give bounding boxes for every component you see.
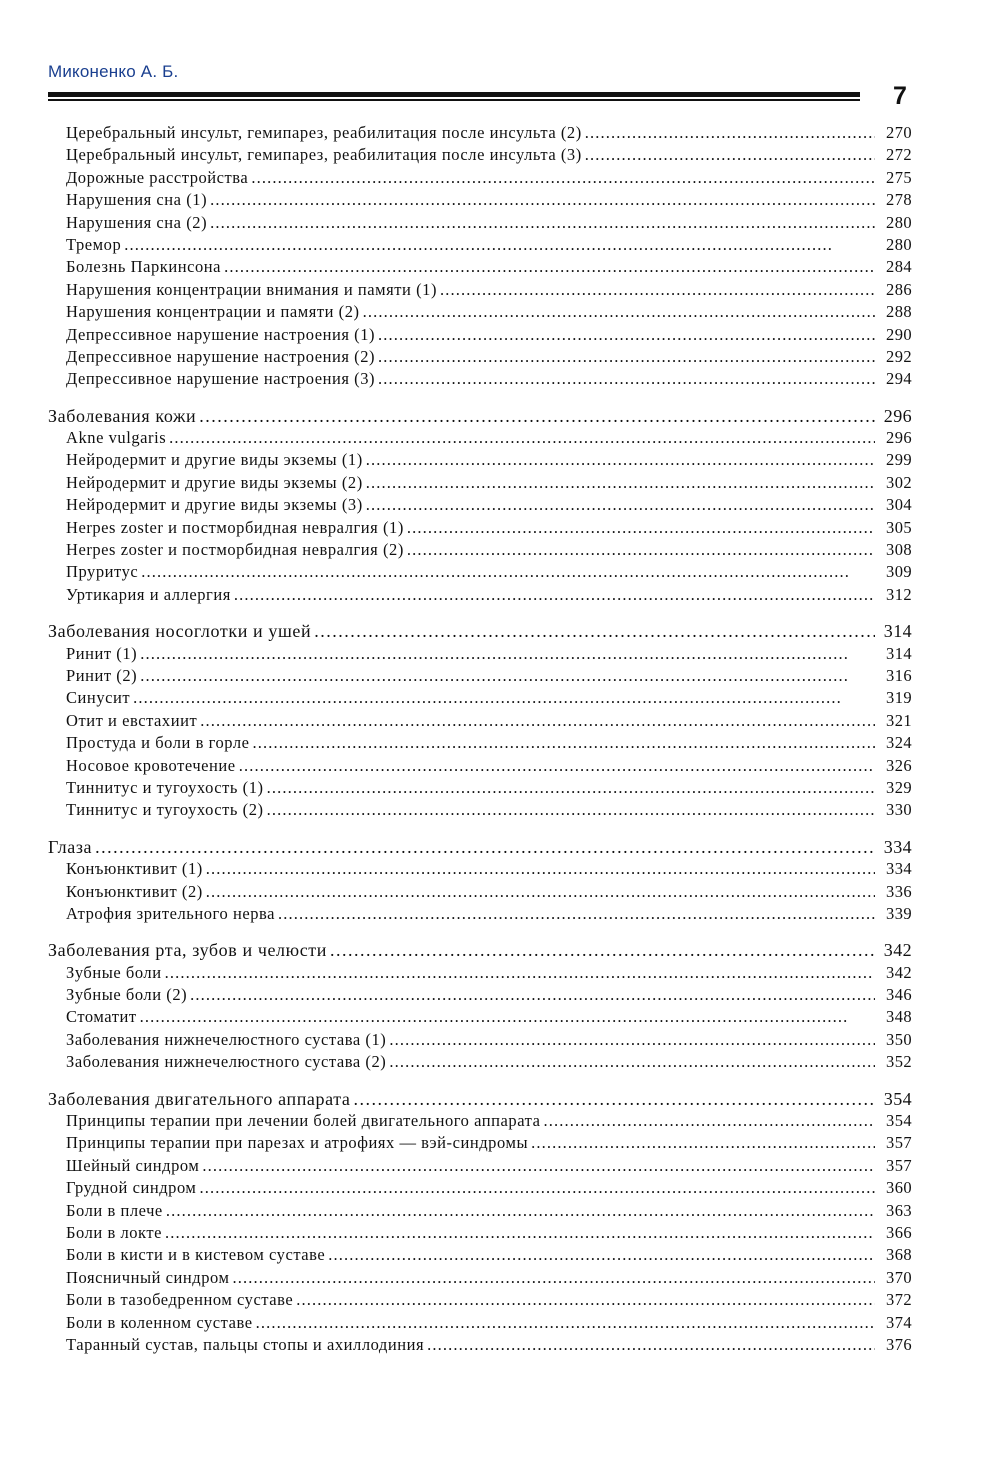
dot-leader	[378, 346, 875, 368]
dot-leader	[267, 777, 875, 799]
toc-page-number: 299	[886, 450, 912, 470]
toc-entry[interactable]	[46, 1200, 912, 1222]
toc-entry[interactable]	[46, 1110, 912, 1132]
toc-entry-title: Нарушения концентрации и памяти (2)	[66, 302, 360, 322]
toc-entry-title: Конъюнктивит (2)	[66, 881, 203, 901]
dot-leader	[199, 1177, 875, 1199]
toc-page-number: 270	[886, 123, 912, 142]
toc-entry[interactable]	[46, 755, 912, 777]
toc-entry-title: Заболевания нижнечелюстного сустава (1)	[66, 1029, 387, 1049]
toc-page-number: 329	[886, 777, 912, 797]
toc-entry[interactable]	[46, 122, 912, 144]
dot-leader	[363, 301, 875, 323]
toc-entry-title: Тиннитус и тугоухость (1)	[66, 777, 264, 797]
toc-page-number: 272	[886, 145, 912, 165]
dot-leader	[366, 494, 875, 516]
toc-entry-title: Принципы терапии при лечении болей двигательного аппарата	[66, 1111, 541, 1131]
toc-page-number: 363	[886, 1200, 912, 1220]
toc-page-number: 321	[886, 710, 912, 730]
toc-entry[interactable]	[46, 1132, 912, 1154]
toc-section-heading[interactable]	[46, 405, 912, 427]
toc-entry-title: Тиннитус и тугоухость (2)	[66, 800, 264, 820]
dot-leader	[190, 984, 875, 1006]
dot-leader	[165, 962, 875, 984]
toc-entry-title: Нейродермит и другие виды экземы (1)	[66, 450, 363, 470]
dot-leader	[206, 858, 875, 880]
dot-leader	[296, 1289, 875, 1311]
toc-entry[interactable]	[46, 234, 912, 256]
toc-entry[interactable]	[46, 1029, 912, 1051]
toc-page-number: 280	[886, 212, 912, 232]
dot-leader	[378, 368, 875, 390]
dot-leader	[210, 212, 875, 234]
dot-leader	[95, 836, 875, 858]
toc-page-number: 316	[886, 665, 912, 685]
toc-page-number: 334	[883, 836, 912, 857]
toc-entry[interactable]	[46, 1222, 912, 1244]
dot-leader	[165, 1222, 875, 1244]
toc-entry-title: Конъюнктивит (1)	[66, 859, 203, 879]
toc-entry-title: Нейродермит и другие виды экземы (3)	[66, 495, 363, 515]
toc-page-number: 308	[886, 540, 912, 560]
toc-entry[interactable]	[46, 777, 912, 799]
toc-entry[interactable]	[46, 584, 912, 606]
toc-entry[interactable]	[46, 167, 912, 189]
toc-entry[interactable]	[46, 144, 912, 166]
toc-entry[interactable]	[46, 1155, 912, 1177]
toc-entry[interactable]	[46, 256, 912, 278]
dot-leader	[210, 189, 875, 211]
toc-entry-title: Herpes zoster и постморбидная невралгия (1)	[66, 517, 404, 537]
toc-entry[interactable]	[46, 881, 912, 903]
toc-entry-title: Заболевания рта, зубов и челюсти	[48, 940, 327, 961]
dot-leader	[531, 1132, 875, 1154]
toc-entry[interactable]	[46, 561, 912, 583]
toc-page-number: 302	[886, 472, 912, 492]
dot-leader	[239, 755, 875, 777]
toc-entry-title: Ринит (2)	[66, 665, 138, 685]
toc-page-number: 280	[886, 234, 912, 254]
toc-group	[46, 405, 912, 607]
toc-entry[interactable]	[46, 1006, 912, 1028]
table-of-contents	[46, 122, 912, 1356]
toc-entry-title: Таранный сустав, пальцы стопы и ахиллодиния	[66, 1334, 425, 1354]
dot-leader	[256, 1312, 875, 1334]
toc-entry[interactable]	[46, 189, 912, 211]
toc-entry[interactable]	[46, 212, 912, 234]
toc-group	[46, 1088, 912, 1357]
toc-entry-title: Нейродермит и другие виды экземы (2)	[66, 472, 363, 492]
toc-page-number: 292	[886, 346, 912, 366]
dot-leader	[278, 903, 875, 925]
toc-page-number: 354	[886, 1111, 912, 1131]
toc-entry-title: Заболевания кожи	[48, 405, 197, 426]
toc-page-number: 278	[886, 190, 912, 210]
toc-page-number: 296	[883, 405, 912, 426]
toc-page-number: 284	[886, 257, 912, 277]
toc-entry-title: Нарушения сна (2)	[66, 212, 208, 232]
toc-page-number: 314	[886, 643, 912, 663]
toc-page-number: 305	[886, 517, 912, 537]
toc-entry-title: Депрессивное нарушение настроения (3)	[66, 369, 376, 389]
toc-page-number: 372	[886, 1290, 912, 1310]
toc-entry[interactable]	[46, 427, 912, 449]
dot-leader	[140, 1006, 875, 1028]
dot-leader	[389, 1051, 875, 1073]
dot-leader	[440, 279, 875, 301]
toc-page-number: 376	[886, 1334, 912, 1354]
toc-page-number: 342	[883, 940, 912, 961]
toc-entry[interactable]	[46, 368, 912, 390]
toc-entry-title: Пруритус	[66, 562, 139, 582]
toc-entry[interactable]	[46, 449, 912, 471]
toc-entry[interactable]	[46, 903, 912, 925]
dot-leader	[233, 1267, 876, 1289]
dot-leader	[124, 234, 875, 256]
toc-page-number: 352	[886, 1052, 912, 1072]
toc-page-number: 354	[883, 1088, 912, 1109]
dot-leader	[251, 167, 875, 189]
toc-entry-title: Дорожные расстройства	[66, 167, 249, 187]
toc-page-number: 348	[886, 1007, 912, 1027]
toc-entry-title: Akne vulgaris	[66, 428, 167, 448]
toc-page-number: 374	[886, 1312, 912, 1332]
toc-entry[interactable]	[46, 279, 912, 301]
toc-page-number: 366	[886, 1222, 912, 1242]
dot-leader	[585, 144, 875, 166]
author-name: Миконенко А. Б.	[48, 62, 179, 81]
dot-leader	[407, 517, 875, 539]
toc-entry-title: Боли в коленном суставе	[66, 1312, 253, 1332]
dot-leader	[267, 799, 875, 821]
dot-leader	[407, 539, 875, 561]
toc-page-number: 309	[886, 562, 912, 582]
toc-entry-title: Отит и евстахиит	[66, 710, 198, 730]
dot-leader	[330, 939, 875, 961]
toc-entry-title: Ринит (1)	[66, 643, 138, 663]
toc-page-number: 336	[886, 881, 912, 901]
toc-entry-title: Herpes zoster и постморбидная невралгия (2)	[66, 540, 404, 560]
toc-page-number: 360	[886, 1178, 912, 1198]
toc-entry-title: Зубные боли	[66, 962, 162, 982]
dot-leader	[378, 324, 875, 346]
dot-leader	[169, 427, 875, 449]
toc-entry[interactable]	[46, 710, 912, 732]
toc-section-heading[interactable]	[46, 1088, 912, 1110]
toc-entry-title: Нарушения концентрации внимания и памяти (1)	[66, 279, 437, 299]
dot-leader	[224, 256, 875, 278]
toc-entry-title: Боли в плече	[66, 1200, 163, 1220]
toc-group	[46, 836, 912, 926]
toc-entry-title: Атрофия зрительного нерва	[66, 903, 275, 923]
toc-page-number: 275	[886, 167, 912, 187]
dot-leader	[354, 1088, 875, 1110]
toc-entry[interactable]	[46, 799, 912, 821]
dot-leader	[200, 710, 875, 732]
page-header	[48, 62, 918, 112]
toc-entry-title: Церебральный инсульт, гемипарез, реабилитация после инсульта (2)	[66, 123, 582, 142]
dot-leader	[427, 1334, 875, 1356]
toc-entry[interactable]	[46, 1289, 912, 1311]
toc-entry-title: Депрессивное нарушение настроения (1)	[66, 324, 376, 344]
toc-group	[46, 939, 912, 1073]
toc-page-number: 334	[886, 859, 912, 879]
header-rule-thick	[48, 92, 860, 97]
toc-page-number: 294	[886, 369, 912, 389]
toc-entry-title: Тремор	[66, 234, 122, 254]
toc-entry-title: Депрессивное нарушение настроения (2)	[66, 346, 376, 366]
toc-page-number: 314	[883, 621, 912, 642]
dot-leader	[199, 405, 875, 427]
toc-entry-title: Боли в локте	[66, 1222, 163, 1242]
toc-entry[interactable]	[46, 984, 912, 1006]
toc-page-number: 350	[886, 1029, 912, 1049]
toc-page-number: 330	[886, 800, 912, 820]
toc-page-number: 357	[886, 1133, 912, 1153]
toc-entry[interactable]	[46, 1267, 912, 1289]
toc-section-heading[interactable]	[46, 620, 912, 642]
dot-leader	[202, 1155, 875, 1177]
toc-group	[46, 620, 912, 822]
toc-entry-title: Церебральный инсульт, гемипарез, реабилитация после инсульта (3)	[66, 145, 582, 165]
toc-page-number: 296	[886, 428, 912, 448]
toc-section-heading[interactable]	[46, 939, 912, 961]
toc-page-number: 339	[886, 903, 912, 923]
toc-entry-title: Глаза	[48, 836, 93, 857]
toc-entry[interactable]	[46, 1051, 912, 1073]
toc-entry-title: Шейный синдром	[66, 1155, 200, 1175]
dot-leader	[141, 561, 875, 583]
toc-entry[interactable]	[46, 687, 912, 709]
toc-entry-title: Принципы терапии при парезах и атрофиях — вэй-синдромы	[66, 1133, 529, 1153]
toc-entry[interactable]	[46, 665, 912, 687]
toc-entry[interactable]	[46, 494, 912, 516]
dot-leader	[366, 472, 875, 494]
toc-entry-title: Носовое кровотечение	[66, 755, 236, 775]
toc-entry-title: Боли в тазобедренном суставе	[66, 1290, 294, 1310]
dot-leader	[544, 1110, 876, 1132]
page-number: 7	[893, 82, 907, 110]
dot-leader	[140, 665, 875, 687]
toc-page-number: 319	[886, 688, 912, 708]
toc-entry-title: Заболевания нижнечелюстного сустава (2)	[66, 1052, 387, 1072]
toc-entry[interactable]	[46, 472, 912, 494]
toc-entry-title: Болезнь Паркинсона	[66, 257, 222, 277]
toc-page-number: 286	[886, 279, 912, 299]
toc-page-number: 288	[886, 302, 912, 322]
toc-entry[interactable]	[46, 643, 912, 665]
dot-leader	[166, 1200, 875, 1222]
toc-entry-title: Заболевания двигательного аппарата	[48, 1088, 351, 1109]
toc-entry[interactable]	[46, 301, 912, 323]
dot-leader	[206, 881, 875, 903]
dot-leader	[234, 584, 875, 606]
toc-page-number: 326	[886, 755, 912, 775]
toc-page-number: 342	[886, 962, 912, 982]
toc-page-number: 324	[886, 733, 912, 753]
dot-leader	[389, 1029, 875, 1051]
toc-entry[interactable]	[46, 858, 912, 880]
toc-entry-title: Поясничный синдром	[66, 1267, 230, 1287]
toc-entry-title: Уртикария и аллергия	[66, 584, 231, 604]
dot-leader	[133, 687, 875, 709]
toc-page-number: 357	[886, 1155, 912, 1175]
toc-entry-title: Простуда и боли в горле	[66, 733, 250, 753]
toc-entry[interactable]	[46, 1334, 912, 1356]
toc-entry[interactable]	[46, 539, 912, 561]
dot-leader	[366, 449, 875, 471]
toc-page-number: 346	[886, 985, 912, 1005]
dot-leader	[328, 1244, 875, 1266]
toc-entry[interactable]	[46, 1312, 912, 1334]
toc-group	[46, 122, 912, 391]
toc-page-number: 290	[886, 324, 912, 344]
dot-leader	[253, 732, 875, 754]
dot-leader	[140, 643, 875, 665]
toc-entry[interactable]	[46, 1244, 912, 1266]
toc-entry-title: Грудной синдром	[66, 1178, 197, 1198]
toc-page-number: 304	[886, 495, 912, 515]
toc-entry-title: Заболевания носоглотки и ушей	[48, 621, 312, 642]
toc-page-number: 370	[886, 1267, 912, 1287]
toc-entry[interactable]	[46, 517, 912, 539]
toc-entry[interactable]	[46, 1177, 912, 1199]
toc-entry[interactable]	[46, 732, 912, 754]
dot-leader	[585, 122, 875, 144]
toc-entry-title: Стоматит	[66, 1007, 137, 1027]
toc-entry[interactable]	[46, 346, 912, 368]
toc-entry-title: Боли в кисти и в кистевом суставе	[66, 1245, 326, 1265]
dot-leader	[314, 620, 875, 642]
toc-entry-title: Зубные боли (2)	[66, 985, 188, 1005]
toc-section-heading[interactable]	[46, 836, 912, 858]
toc-entry-title: Синусит	[66, 688, 131, 708]
toc-page-number: 368	[886, 1245, 912, 1265]
toc-page-number: 312	[886, 584, 912, 604]
toc-entry[interactable]	[46, 962, 912, 984]
toc-entry[interactable]	[46, 324, 912, 346]
toc-entry-title: Нарушения сна (1)	[66, 190, 208, 210]
header-rule-thin	[48, 99, 860, 101]
